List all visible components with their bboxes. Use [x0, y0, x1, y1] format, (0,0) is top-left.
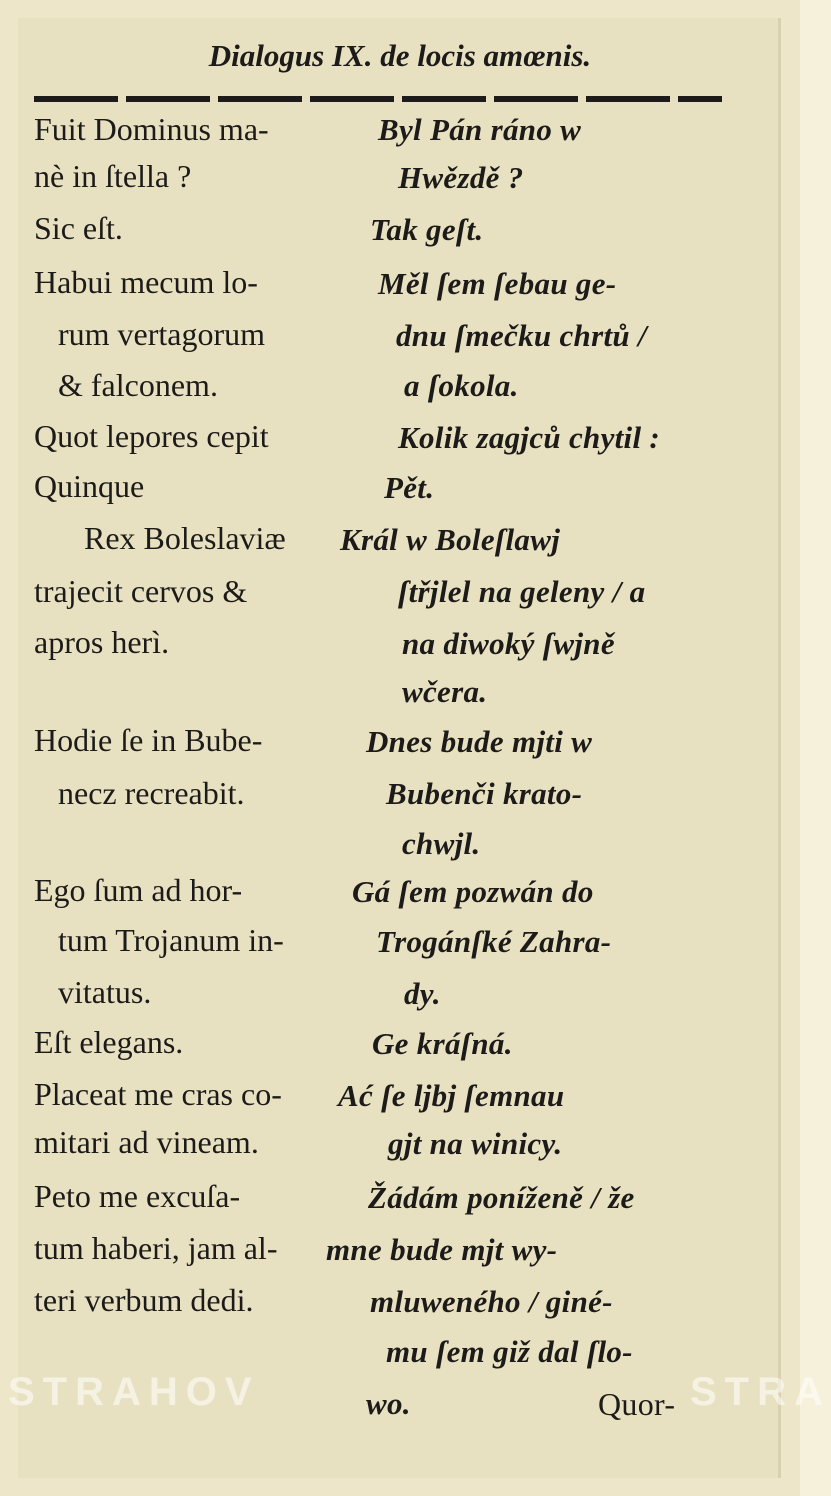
czech-line: Bubenči krato- — [386, 776, 583, 811]
latin-line: Eſt elegans. — [34, 1024, 184, 1060]
czech-line: gjt na winicy. — [388, 1126, 563, 1161]
latin-line: rum vertagorum — [58, 316, 266, 352]
latin-line: Quinque — [34, 468, 145, 504]
catchword: Quor- — [598, 1386, 676, 1422]
czech-line: Hwězdě ? — [398, 160, 524, 195]
czech-line: dy. — [404, 976, 441, 1011]
czech-line: dnu ſmečku chrtů / — [396, 318, 647, 353]
latin-line: Fuit Dominus ma- — [34, 111, 269, 147]
czech-line: Tak geſt. — [370, 212, 484, 247]
czech-line: Žádám poníženě / že — [368, 1180, 635, 1215]
czech-line: Dnes bude mjti w — [366, 724, 593, 759]
czech-line: Měl ſem ſebau ge- — [378, 266, 617, 301]
latin-line: & falconem. — [58, 367, 218, 403]
czech-line: Ać ſe ljbj ſemnau — [338, 1078, 565, 1113]
latin-line: apros herì. — [34, 624, 170, 660]
czech-line: chwjl. — [402, 826, 481, 861]
watermark-right: STRA — [690, 1370, 831, 1414]
latin-line: tum haberi, jam al- — [34, 1230, 278, 1266]
latin-line: teri verbum dedi. — [34, 1282, 254, 1318]
latin-line: Hodie ſe in Bube- — [34, 722, 263, 758]
czech-line: mluweného / giné- — [370, 1284, 613, 1319]
latin-line: Quot lepores cepit — [34, 418, 269, 454]
watermark-left: STRAHOV — [8, 1370, 260, 1414]
czech-line: Ge kráſná. — [372, 1026, 513, 1061]
czech-line: Pět. — [384, 470, 435, 505]
latin-line: mitari ad vineam. — [34, 1124, 259, 1160]
czech-line: na diwoký ſwjně — [402, 626, 615, 661]
latin-line: Placeat me cras co- — [34, 1076, 282, 1112]
latin-line: trajecit cervos & — [34, 573, 248, 609]
czech-line: a ſokola. — [404, 368, 519, 403]
czech-line: ſtřjlel na geleny / a — [398, 574, 646, 609]
latin-line: Ego ſum ad hor- — [34, 872, 243, 908]
latin-line: Habui mecum lo- — [34, 264, 258, 300]
latin-line: Peto me excuſa- — [34, 1178, 241, 1214]
latin-line: Rex Boleslaviæ — [84, 520, 286, 556]
page-title: Dialogus IX. de locis amœnis. — [208, 38, 592, 73]
czech-line: wčera. — [402, 674, 488, 709]
latin-line: necz recreabit. — [58, 775, 245, 811]
czech-line: Kolik zagjců chytil : — [398, 420, 661, 455]
czech-line: Trogánſké Zahra- — [376, 924, 612, 959]
latin-line: nè in ſtella ? — [34, 158, 192, 194]
latin-line: tum Trojanum in- — [58, 922, 284, 958]
czech-line: mne bude mjt wy- — [326, 1232, 558, 1267]
czech-line: Gá ſem pozwán do — [352, 874, 594, 909]
czech-line: mu ſem giž dal ſlo- — [386, 1334, 633, 1369]
czech-line: Král w Boleſlawj — [340, 522, 561, 557]
latin-line: Sic eſt. — [34, 210, 123, 246]
header-rule — [34, 96, 722, 102]
czech-line: Byl Pán ráno w — [378, 112, 582, 147]
latin-line: vitatus. — [58, 974, 152, 1010]
czech-line: wo. — [366, 1386, 411, 1421]
